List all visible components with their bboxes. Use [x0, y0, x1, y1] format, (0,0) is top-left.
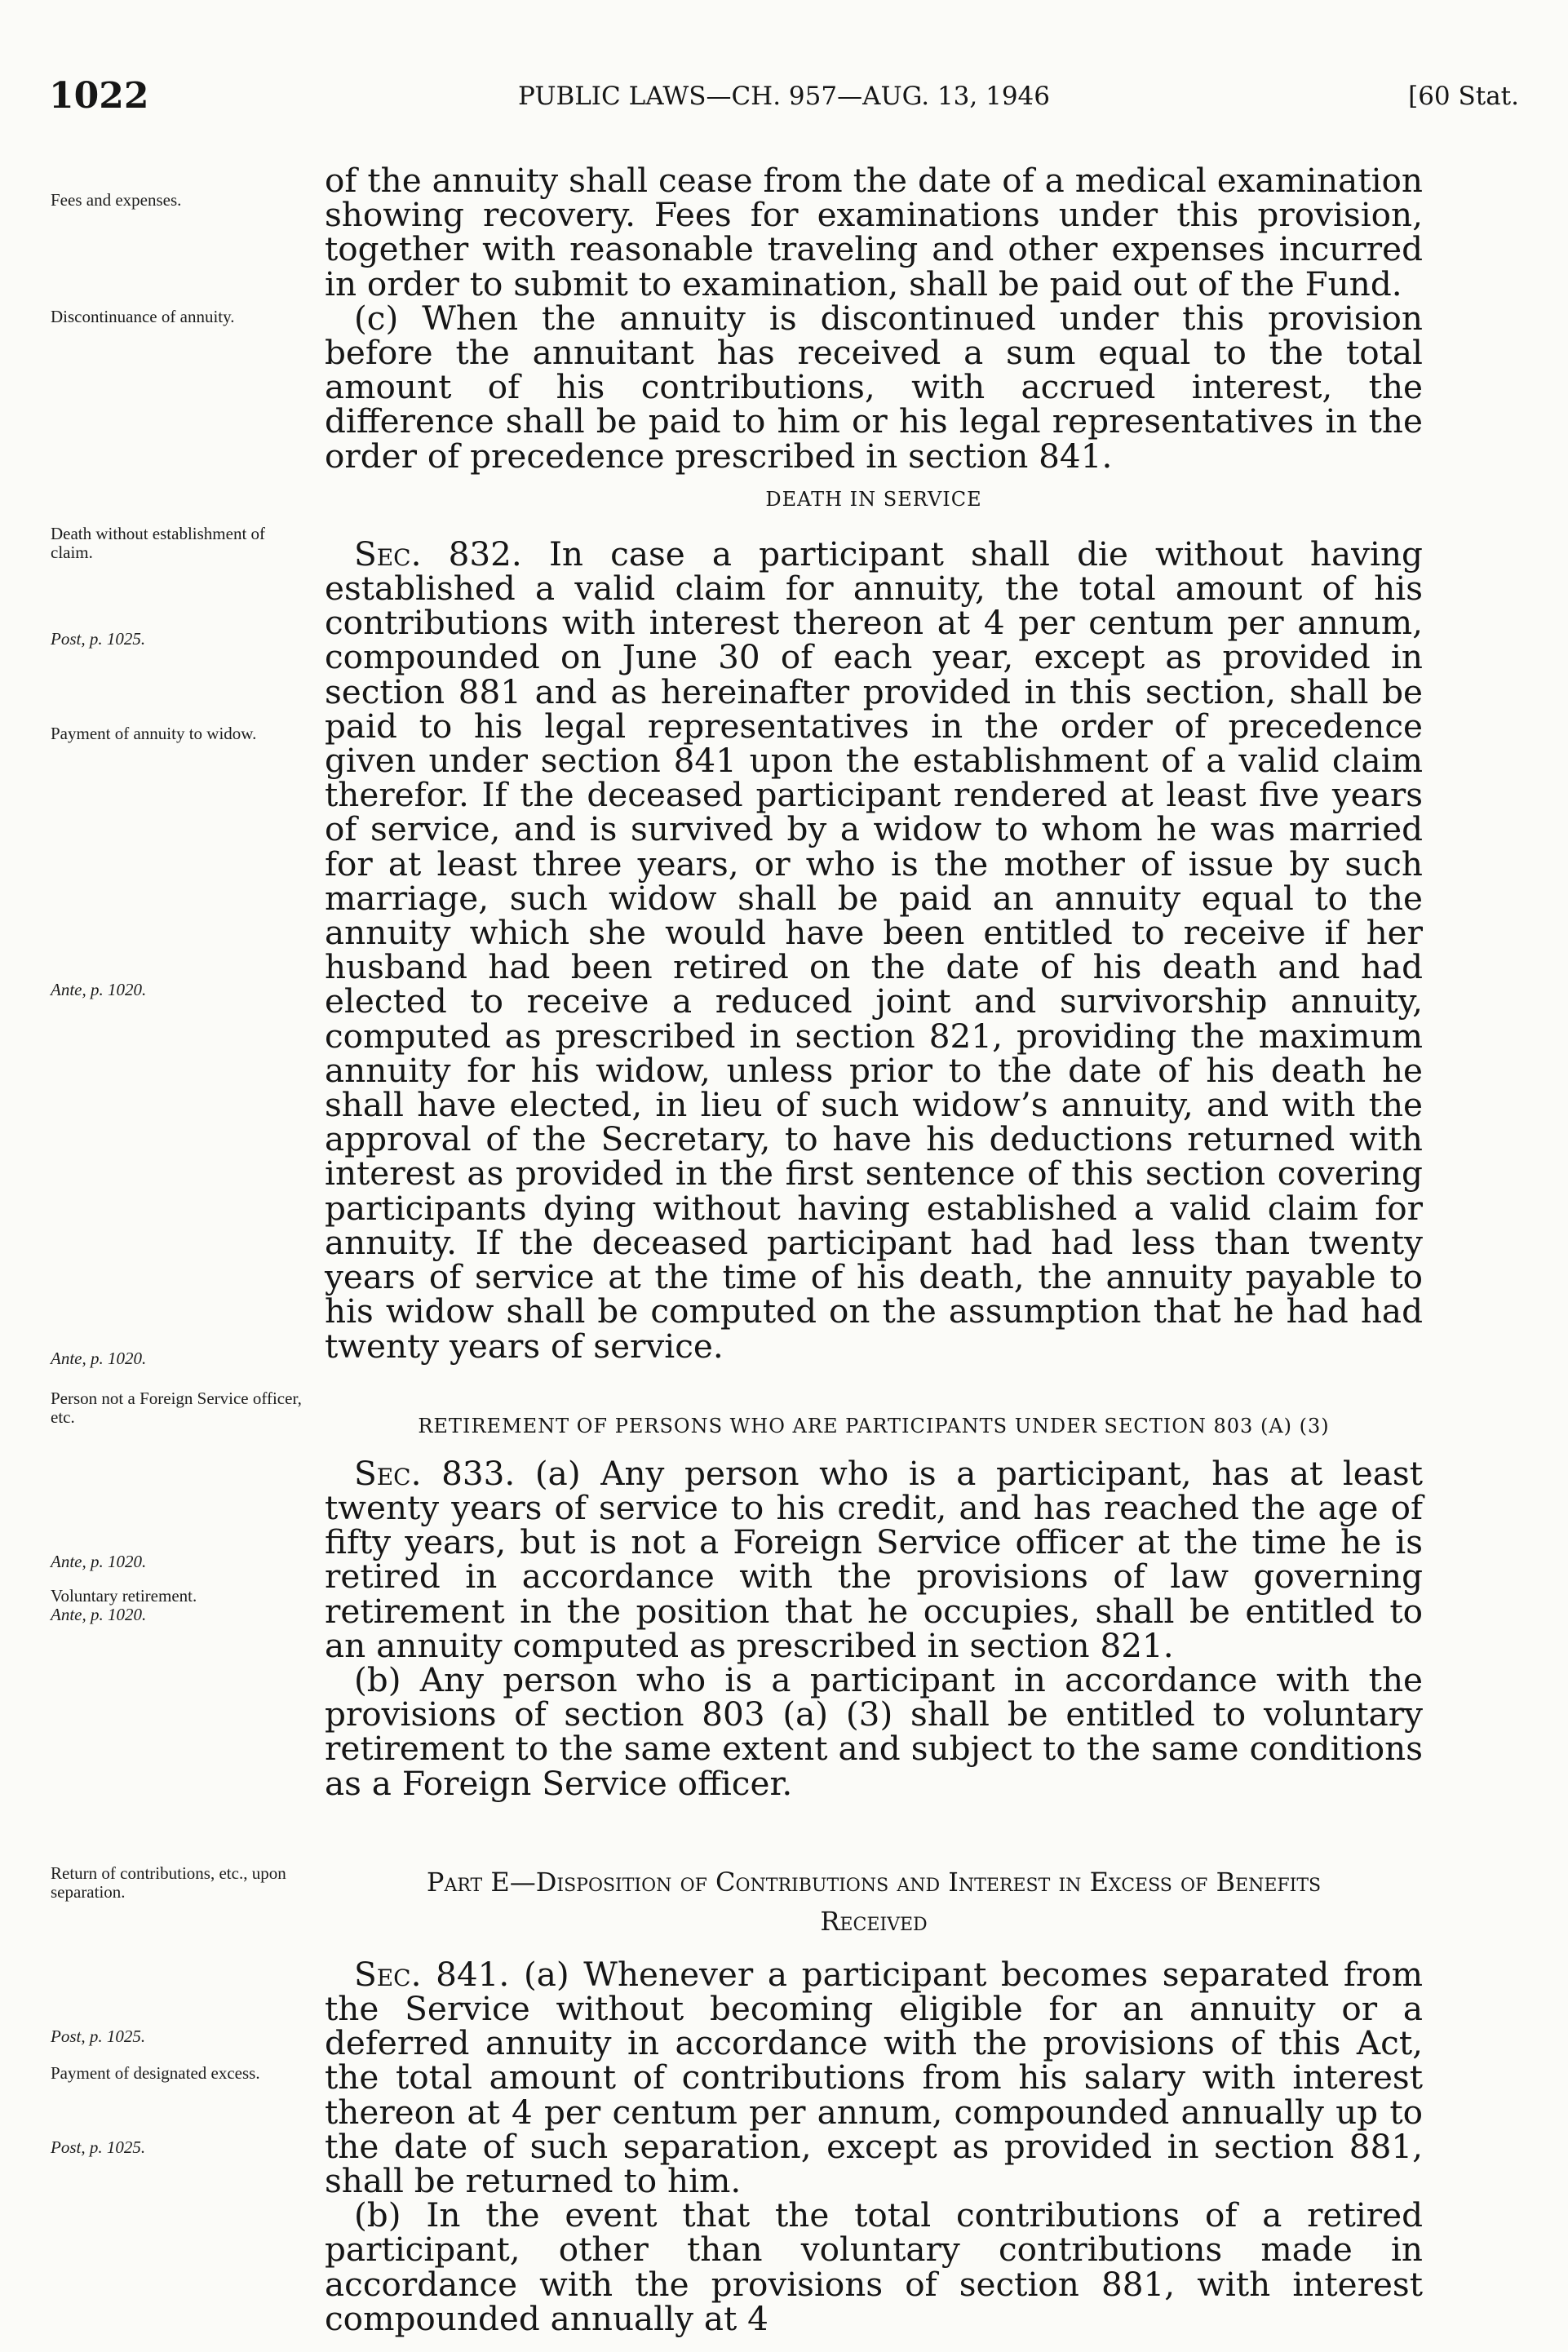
margin-note-excess: Payment of designated excess. — [51, 2063, 260, 2083]
margin-note-foreign-service: Person not a Foreign Service officer, etc. — [51, 1389, 302, 1427]
margin-note-discontinuance: Discontinuance of annuity. — [51, 307, 235, 326]
section-heading: RETIREMENT OF PERSONS WHO ARE PARTICIPANTS UNDER SECTION 803 (A) (3) — [418, 1414, 1330, 1437]
running-header — [49, 75, 1519, 124]
margin-note-voluntary: Voluntary retirement. Ante, p. 1020. — [51, 1586, 197, 1624]
paragraph: (b) Any person who is a participant in accordance with the provisions of section 803 (a) (3) shall be entitled to voluntary retirement to the same extent and subject to the same conditions as a Foreign Service officer. — [325, 1659, 1423, 1803]
margin-note-fees: Fees and expenses. — [51, 190, 182, 210]
section-832 — [325, 534, 1423, 1366]
margin-note-death: Death without establishment of claim. — [51, 524, 266, 562]
margin-note-ref: Ante, p. 1020. — [51, 980, 147, 999]
section-heading: DEATH IN SERVICE — [765, 487, 982, 511]
section-text: (a) Any person who is a participant, has at least twenty years of service to his credit, and has reached the age of fifty years, but is not a Foreign Service officer at the time he is retired in accordance with the provisions of law governing retirement in the position that he occupies, shall be entitled to an annuity computed as prescribed in section 821. — [325, 1453, 1423, 1665]
margin-note-ref: Post, p. 1025. — [51, 2137, 146, 2157]
page-number: 1022 — [49, 75, 149, 117]
margin-note-ref: Ante, p. 1020. — [51, 1349, 147, 1368]
header-title: PUBLIC LAWS—CH. 957—AUG. 13, 1946 — [518, 82, 1050, 111]
header-statute: [60 Stat. — [1408, 82, 1519, 111]
section-label: Sec. 841. — [354, 1954, 510, 1994]
margin-note-ref: Post, p. 1025. — [51, 2026, 146, 2046]
margin-note-widow: Payment of annuity to widow. — [51, 724, 257, 743]
margin-note-ref: Ante, p. 1020. — [51, 1552, 147, 1571]
section-text: (a) Whenever a participant becomes separated from the Service without becoming eligible for an annuity or a deferred annuity in accordance with the provisions of this Act, the total amount of contributions from his salary with interest thereon at 4 per centum per annum, compounded annually up to the date of such separation, except as provided in section 881, shall be returned to him. — [325, 1954, 1424, 2200]
section-text: In case a participant shall die without having established a valid claim for annuity, the total amount of his contributions with interest thereon at 4 per centum per annum, compounded on June 30 of each year, except as provided in section 881 and as hereinafter provided in this section, shall be paid to his legal representatives in the order of precedence given under section 841 upon the establishment of a valid claim therefor. If the deceased participant rendered at least five years of service, and is survived by a widow to whom he was married for at least three years, or who is the mother of issue by such marriage, such widow shall be paid an annuity equal to the annuity which she would have been entitled to receive if her husband had been retired on the date of his death and had elected to receive a reduced joint and survivorship annuity, computed as prescribed in section 821, providing the maximum annuity for his widow, unless prior to the date of his death he shall have elected, in lieu of such widow’s annuity, and with the approval of the Secretary, to have his deductions returned with interest as provided in the first sentence of this section covering participants dying without having established a valid claim for annuity. If the deceased participant had had less than twenty years of service at the time of his death, the annuity payable to his widow shall be computed on the assumption that he had had twenty years of service. — [325, 534, 1423, 1366]
paragraph: (b) In the event that the total contributions of a retired participant, other than voluntary contributions made in accordance with the provisions of section 881, with interest compounded annually at 4 — [325, 2195, 1423, 2338]
margin-note-ref: Post, p. 1025. — [51, 629, 146, 649]
section-label: Sec. 833. — [354, 1453, 516, 1493]
section-label: Sec. 832. — [354, 534, 522, 574]
part-heading: Part E—Disposition of Contributions and Interest in Excess of Benefits Received — [426, 1866, 1322, 1937]
margin-note-return: Return of contributions, etc., upon separation. — [51, 1863, 286, 1902]
paragraph: of the annuity shall cease from the date of a medical examination showing recovery. Fees for examinations under this provision, together with reasonable traveling and other expenses incurred in order to submit to examination, shall be paid out of the Fund. — [325, 161, 1423, 303]
section-833 — [325, 1453, 1423, 1665]
paragraph: (c) When the annuity is discontinued under this provision before the annuitant has received a sum equal to the total amount of his contributions, with accrued interest, the difference shall be paid to him or his legal representatives in the order of precedence prescribed in section 841. — [325, 298, 1423, 476]
section-841 — [325, 1954, 1424, 2200]
main-text — [325, 163, 1423, 2336]
